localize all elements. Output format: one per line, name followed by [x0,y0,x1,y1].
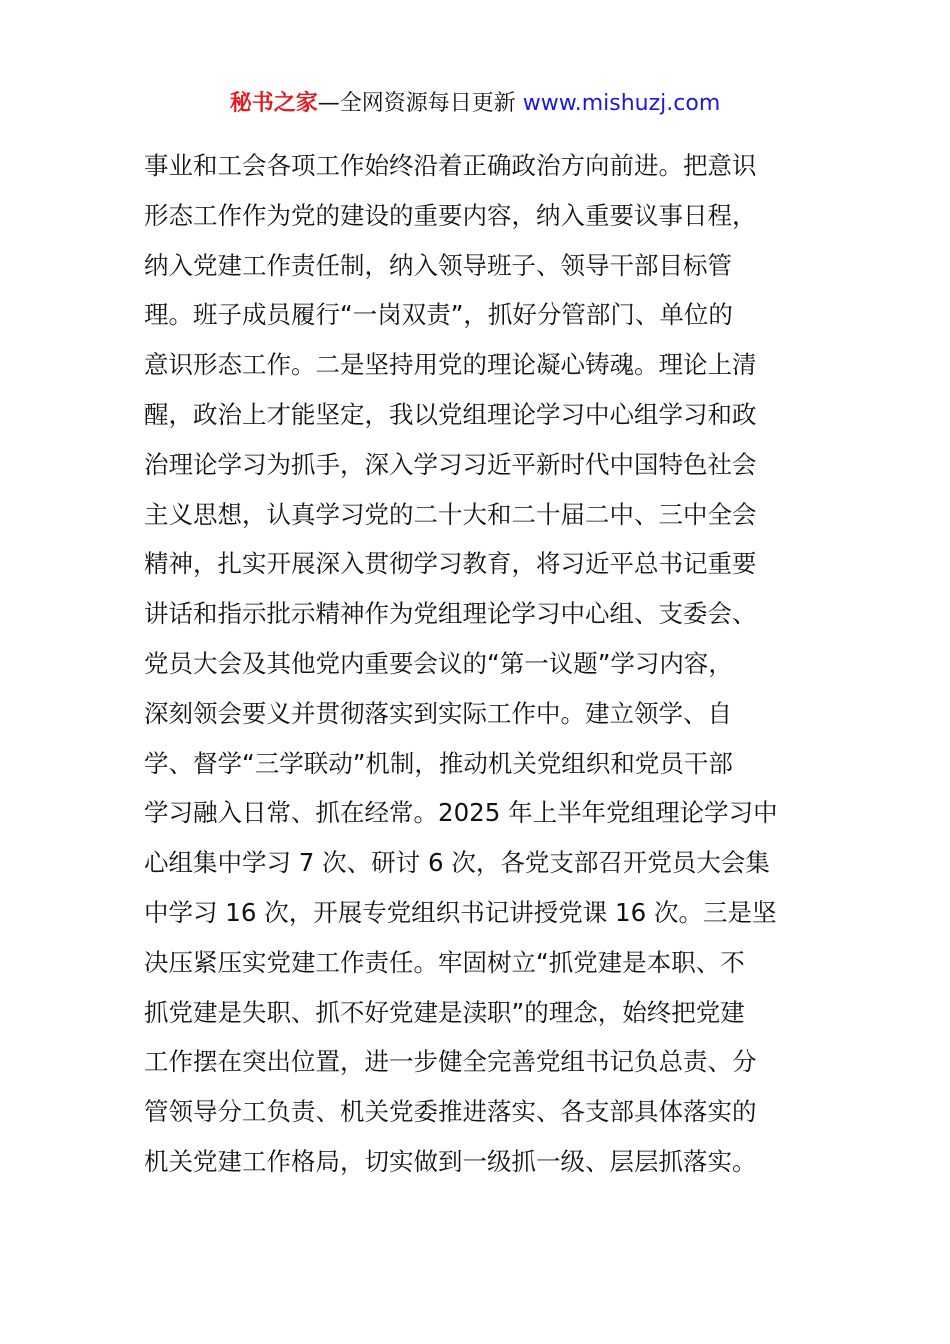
header-tagline: —全网资源每日更新 [317,91,523,116]
body-line: 管领导分工负责、机关党委推进落实、各支部具体落实的 [144,1097,757,1127]
body-line: 纳入党建工作责任制，纳入领导班子、领导干部目标管 [144,250,732,280]
body-line: 形态工作作为党的建设的重要内容，纳入重要议事日程， [144,200,757,230]
page-header [0,86,950,122]
body-line: 治理论学习为抓手，深入学习习近平新时代中国特色社会 [144,449,757,479]
body-line: 中学习 16 次，开展专党组织书记讲授党课 16 次。三是坚 [144,897,777,927]
body-line: 学、督学“三学联动”机制，推动机关党组织和党员干部 [144,748,733,778]
body-line: 决压紧压实党建工作责任。牢固树立“抓党建是本职、不 [144,947,745,977]
body-line: 主义思想，认真学习党的二十大和二十届二中、三中全会 [144,499,757,529]
body-line: 意识形态工作。二是坚持用党的理论凝心铸魂。理论上清 [144,350,757,380]
document-body [144,141,824,1187]
body-line: 醒，政治上才能坚定，我以党组理论学习中心组学习和政 [144,399,757,429]
body-line: 抓党建是失职、抓不好党建是渎职”的理念，始终把党建 [144,997,745,1027]
body-line: 学习融入日常、抓在经常。2025 年上半年党组理论学习中 [144,798,778,828]
body-line: 工作摆在突出位置，进一步健全完善党组书记负总责、分 [144,1047,757,1077]
body-line: 深刻领会要义并贯彻落实到实际工作中。建立领学、自 [144,698,732,728]
header-brand: 秘书之家 [229,91,318,116]
body-line: 精神，扎实开展深入贯彻学习教育，将习近平总书记重要 [144,549,757,579]
body-line: 讲话和指示批示精神作为党组理论学习中心组、支委会、 [144,599,757,629]
body-line: 理。班子成员履行“一岗双责”，抓好分管部门、单位的 [144,300,733,330]
body-line: 心组集中学习 7 次、研讨 6 次，各党支部召开党员大会集 [144,848,770,878]
body-line: 机关党建工作格局，切实做到一级抓一级、层层抓落实。 [144,1146,757,1176]
header-url-link[interactable]: www.mishuzj.com [522,91,721,116]
body-line: 事业和工会各项工作始终沿着正确政治方向前进。把意识 [144,151,757,180]
body-line: 党员大会及其他党内重要会议的“第一议题”学习内容， [144,648,733,678]
